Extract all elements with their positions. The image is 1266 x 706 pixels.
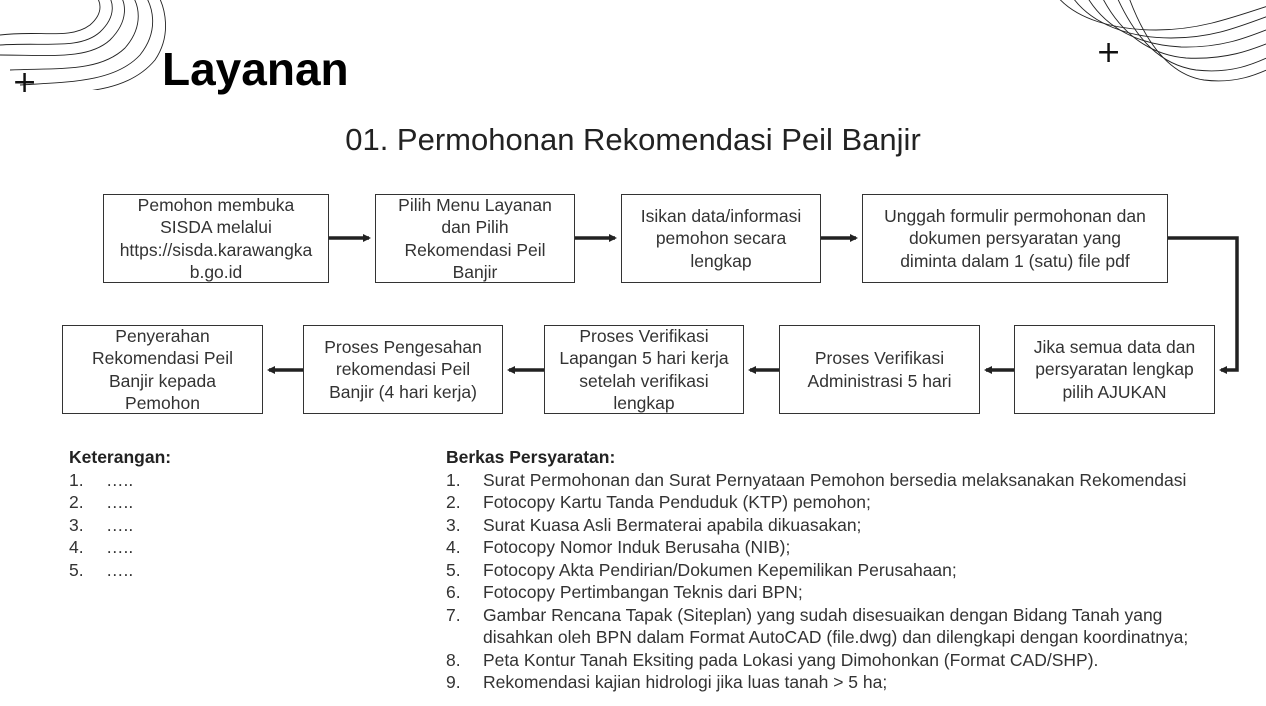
list-number: 9. bbox=[446, 672, 461, 692]
step-line: Unggah formulir permohonan dan bbox=[884, 205, 1146, 226]
plus-icon: + bbox=[12, 65, 38, 100]
list-item bbox=[446, 469, 1246, 492]
list-item bbox=[446, 581, 1246, 604]
flow-step-1 bbox=[103, 194, 329, 283]
step-line: setelah verifikasi bbox=[579, 370, 709, 391]
notes-heading: Keterangan: bbox=[69, 447, 172, 467]
list-number: 2. bbox=[446, 492, 461, 512]
list-item bbox=[69, 491, 369, 514]
list-text: Fotocopy Pertimbangan Teknis dari BPN; bbox=[483, 582, 803, 602]
list-text: ….. bbox=[106, 537, 134, 557]
list-text: Surat Kuasa Asli Bermaterai apabila dikuasakan; bbox=[483, 514, 862, 535]
list-text: Surat Permohonan dan Surat Pernyataan Pemohon bersedia melaksanakan Rekomendasi bbox=[483, 469, 1187, 490]
step-line: Lapangan 5 hari kerja bbox=[559, 348, 729, 368]
flow-step-8 bbox=[303, 325, 503, 414]
flow-step-9 bbox=[62, 325, 263, 414]
step-line: pemohon secara bbox=[655, 228, 787, 249]
list-item bbox=[446, 491, 1246, 514]
flow-step-4 bbox=[862, 194, 1168, 283]
flow-step-6 bbox=[779, 325, 980, 414]
list-text: Rekomendasi kajian hidrologi jika luas tanah > 5 ha; bbox=[483, 672, 888, 692]
requirements-heading: Berkas Persyaratan: bbox=[446, 447, 616, 467]
list-number: 6. bbox=[446, 582, 461, 602]
list-text: Peta Kontur Tanah Eksiting pada Lokasi yang Dimohonkan (Format CAD/SHP). bbox=[483, 649, 1099, 670]
step-line: lengkap bbox=[613, 393, 675, 413]
list-text: Fotocopy Nomor Induk Berusaha (NIB); bbox=[483, 537, 791, 557]
list-item bbox=[446, 559, 1246, 582]
step-line: Proses Pengesahan bbox=[324, 336, 482, 357]
step-line: persyaratan lengkap bbox=[1035, 359, 1194, 380]
page-title: Layanan bbox=[162, 43, 349, 95]
list-item bbox=[446, 649, 1246, 672]
list-number: 2. bbox=[69, 492, 84, 512]
list-text: ….. bbox=[106, 492, 134, 512]
list-text: ….. bbox=[106, 469, 134, 490]
flow-step-7 bbox=[544, 325, 744, 414]
plus-icon: + bbox=[1096, 35, 1122, 70]
list-number: 1. bbox=[69, 469, 84, 490]
notes-section bbox=[69, 446, 369, 581]
list-item bbox=[69, 514, 369, 537]
list-text: disahkan oleh BPN dalam Format AutoCAD (file.dwg) dan dilengkapi dengan koordinatnya; bbox=[483, 627, 1189, 647]
step-line: Proses Verifikasi bbox=[579, 325, 709, 346]
step-line: https://sisda.karawangka bbox=[119, 239, 313, 260]
step-line: SISDA melalui bbox=[160, 217, 272, 237]
step-line: rekomendasi Peil bbox=[335, 359, 471, 380]
step-line: Administrasi 5 hari bbox=[807, 370, 952, 391]
step-line: lengkap bbox=[690, 250, 752, 271]
flow-step-2 bbox=[375, 194, 575, 283]
step-line: pilih AJUKAN bbox=[1062, 381, 1167, 402]
list-item bbox=[446, 514, 1246, 537]
list-number: 7. bbox=[446, 604, 461, 625]
list-text: ….. bbox=[106, 514, 134, 535]
step-line: Proses Verifikasi bbox=[814, 348, 945, 368]
step-line: Pemohon bbox=[125, 393, 200, 413]
list-number: 4. bbox=[69, 537, 84, 557]
list-text: Fotocopy Kartu Tanda Penduduk (KTP) pemohon; bbox=[483, 492, 871, 512]
list-number: 8. bbox=[446, 649, 461, 670]
step-line: Jika semua data dan bbox=[1033, 336, 1196, 357]
list-text: Fotocopy Akta Pendirian/Dokumen Kepemilikan Perusahaan; bbox=[483, 559, 957, 580]
list-number: 1. bbox=[446, 469, 461, 490]
list-item bbox=[446, 536, 1246, 559]
list-text: ….. bbox=[106, 559, 134, 580]
step-line: Banjir kepada bbox=[108, 370, 216, 391]
list-number: 3. bbox=[69, 514, 84, 535]
step-line: Pilih Menu Layanan bbox=[398, 194, 552, 215]
step-line: b.go.id bbox=[189, 262, 243, 282]
step-line: diminta dalam 1 (satu) file pdf bbox=[900, 250, 1130, 271]
list-number: 4. bbox=[446, 537, 461, 557]
list-item bbox=[69, 469, 369, 492]
list-text: Gambar Rencana Tapak (Siteplan) yang sudah disesuaikan dengan Bidang Tanah yang bbox=[483, 604, 1163, 625]
list-item bbox=[446, 604, 1246, 649]
flow-step-5 bbox=[1014, 325, 1215, 414]
step-line: Rekomendasi Peil bbox=[404, 239, 546, 260]
requirements-section bbox=[446, 446, 1246, 694]
diagram-title: 01. Permohonan Rekomendasi Peil Banjir bbox=[345, 122, 921, 157]
flow-step-3 bbox=[621, 194, 821, 283]
step-line: Banjir (4 hari kerja) bbox=[329, 381, 477, 402]
list-number: 3. bbox=[446, 514, 461, 535]
list-number: 5. bbox=[446, 559, 461, 580]
step-line: Pemohon membuka bbox=[137, 194, 295, 215]
step-line: Penyerahan bbox=[115, 325, 210, 346]
list-number: 5. bbox=[69, 559, 84, 580]
step-line: Banjir bbox=[452, 262, 498, 282]
list-item bbox=[69, 559, 369, 582]
list-item bbox=[446, 671, 1246, 694]
list-item bbox=[69, 536, 369, 559]
step-line: Isikan data/informasi bbox=[640, 205, 802, 226]
step-line: Rekomendasi Peil bbox=[91, 348, 234, 368]
step-line: dan Pilih bbox=[441, 217, 509, 237]
step-line: dokumen persyaratan yang bbox=[908, 228, 1122, 249]
